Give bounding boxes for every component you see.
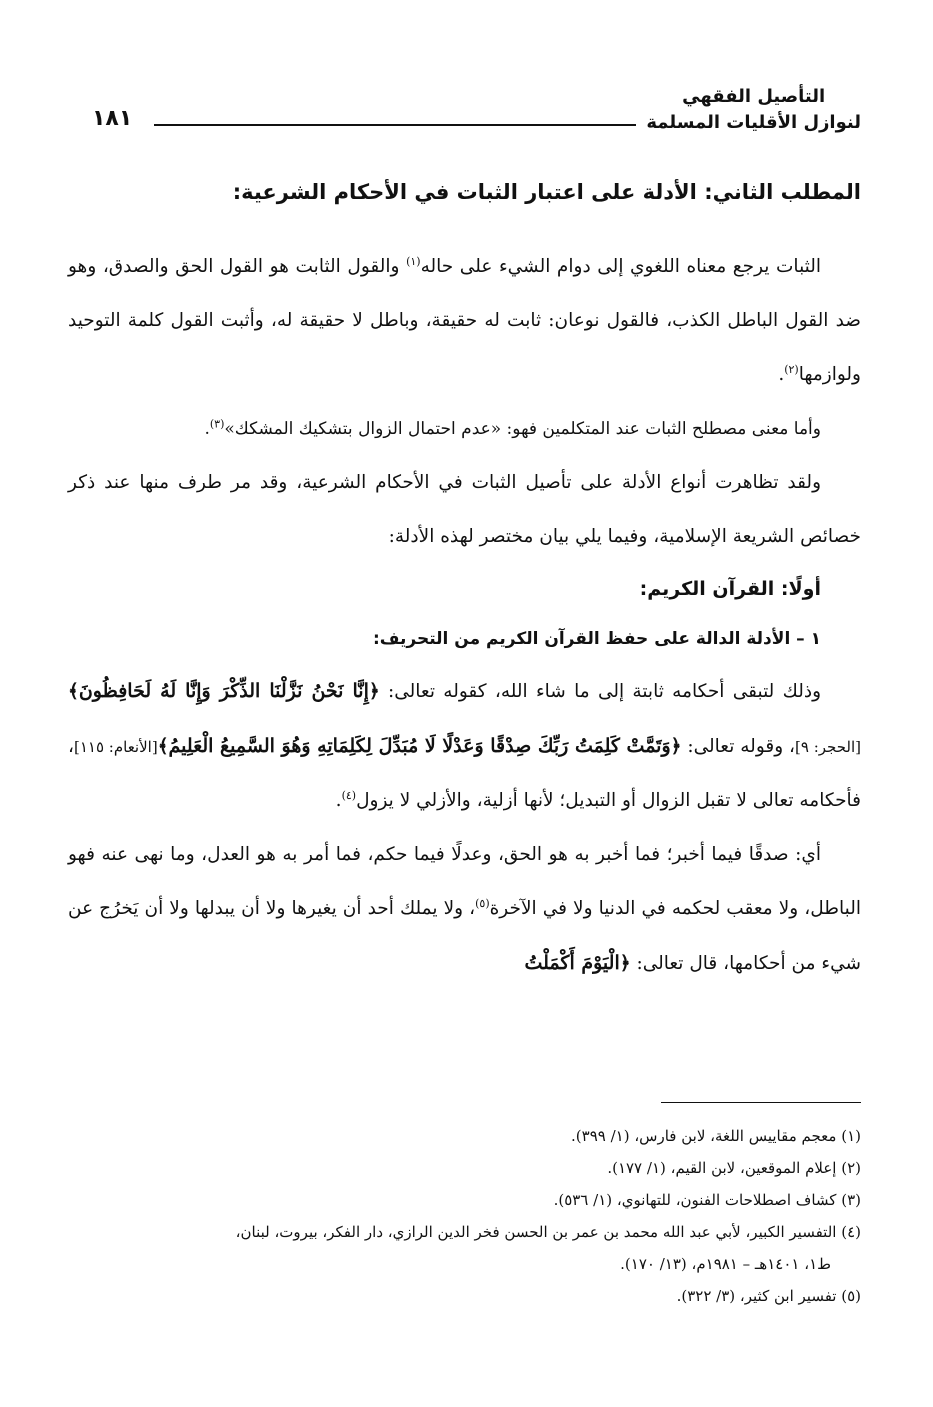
paragraph-2-end: . <box>204 419 210 439</box>
paragraph-5-text-a: أي: صدقًا فيما أخبر؛ فما أخبر به هو الحق، وعدلًا فيما حكم، فما أمر به هو العدل، وما نهى عنه فهو الباطل، ولا معقب لحكمه في الدنيا ولا في الآخرة <box>68 844 861 919</box>
paragraph-4 <box>68 664 861 828</box>
section-title: المطلب الثاني: الأدلة على اعتبار الثبات في الأحكام الشرعية: <box>232 180 861 204</box>
footnote-ref-5: (٥) <box>475 896 490 910</box>
footnote-4: (٤) التفسير الكبير، لأبي عبد الله محمد بن عمر بن الحسن فخر الدين الرازي، دار الفكر، بيروت، لبنان، <box>235 1223 861 1241</box>
footnote-3: (٣) كشاف اصطلاحات الفنون، للتهانوي، (١/ ٥٣٦). <box>553 1191 861 1209</box>
running-title-line-1: التأصيل الفقهي <box>682 86 826 107</box>
page-number: ١٨١ <box>92 106 133 131</box>
verse-bracket-close-1: ﴾ <box>68 681 79 702</box>
running-title-line-2: لنوازل الأقليات المسلمة <box>646 112 861 133</box>
footnote-4-continuation: ط١، ١٤٠١هـ – ١٩٨١م، (١٣/ ١٧٠). <box>620 1255 831 1273</box>
paragraph-1-text-b: والقول الثابت هو القول الحق والصدق، وهو ضد القول الباطل الكذب، فالقول نوعان: ثابت له حقيقة، وباطل لا حقيقة له، وأثبت القول كلمة التوحيد ولوازمها <box>68 256 861 385</box>
footnote-ref-3: (٣) <box>209 417 225 431</box>
header-rule <box>154 124 636 126</box>
paragraph-1-end: . <box>778 364 785 385</box>
paragraph-2 <box>68 402 861 456</box>
paragraph-1 <box>68 240 861 402</box>
footnote-separator <box>661 1102 861 1103</box>
verse-citation-1: [الحجر: ٩] <box>795 738 861 756</box>
quran-verse-3: الْيَوْمَ أَكْمَلْتُ <box>524 952 620 974</box>
main-text <box>68 172 861 991</box>
paragraph-3: ولقد تظاهرت أنواع الأدلة على تأصيل الثبات في الأحكام الشرعية، وقد مر طرف منها عند ذكر خصائص الشريعة الإسلامية، وفيما يلي بيان مختصر لهذه الأدلة: <box>68 472 861 547</box>
paragraph-2-text: وأما معنى مصطلح الثبات عند المتكلمين فهو: «عدم احتمال الزوال بتشكيك المشكك» <box>224 419 821 439</box>
verse-citation-2: [الأنعام: ١١٥] <box>73 738 158 756</box>
verse-bracket-open-1: ﴿ <box>368 681 380 702</box>
running-header <box>92 84 861 154</box>
footnote-2: (٢) إعلام الموقعين، لابن القيم، (١/ ١٧٧). <box>607 1159 861 1177</box>
heading-quran: أولًا: القرآن الكريم: <box>639 578 821 600</box>
running-title <box>646 84 861 136</box>
paragraph-4-text-b: ، وقوله تعالى: <box>681 736 796 757</box>
verse-bracket-open-2: ﴿ <box>670 736 682 757</box>
paragraph-5 <box>68 828 861 991</box>
footnotes <box>68 1120 861 1312</box>
footnote-4-continued <box>68 1248 861 1280</box>
paragraph-4-text-c: ، فأحكامه تعالى لا تقبل الزوال أو التبديل؛ لأنها أزلية، والأزلي لا يزول <box>68 736 861 811</box>
quran-verse-1: إِنَّا نَحْنُ نَزَّلْنَا الذِّكْرَ وَإِنَّا لَهُ لَحَافِظُونَ <box>78 680 369 702</box>
paragraph-5-text-b: ، ولا يملك أحد أن يغيرها ولا أن يبدلها ولا أن يَخرُج عن شيء من أحكامها، قال تعالى: <box>68 898 861 974</box>
heading-preservation: ١ – الأدلة الدالة على حفظ القرآن الكريم من التحريف: <box>372 629 821 649</box>
footnote-1: (١) معجم مقاييس اللغة، لابن فارس، (١/ ٣٩٩). <box>571 1127 861 1145</box>
quran-verse-2: وَتَمَّتْ كَلِمَتُ رَبِّكَ صِدْقًا وَعَدْلًا لَا مُبَدِّلَ لِكَلِمَاتِهِ وَهُوَ السَّمِيعُ الْعَلِيمُ <box>168 735 671 757</box>
footnote-ref-4: (٤) <box>341 788 357 802</box>
footnote-ref-1: (١) <box>406 254 421 268</box>
footnote-5: (٥) تفسير ابن كثير، (٣/ ٣٢٢). <box>676 1287 861 1305</box>
verse-bracket-open-3: ﴿ <box>619 953 631 974</box>
paragraph-4-end: . <box>335 790 342 811</box>
paragraph-4-text-a: وذلك لتبقى أحكامه ثابتة إلى ما شاء الله، كقوله تعالى: <box>379 681 821 702</box>
paragraph-1-text-a: الثبات يرجع معناه اللغوي إلى دوام الشيء على حاله <box>420 256 822 277</box>
verse-bracket-close-2: ﴾ <box>157 736 169 757</box>
footnote-ref-2: (٢) <box>784 362 799 376</box>
